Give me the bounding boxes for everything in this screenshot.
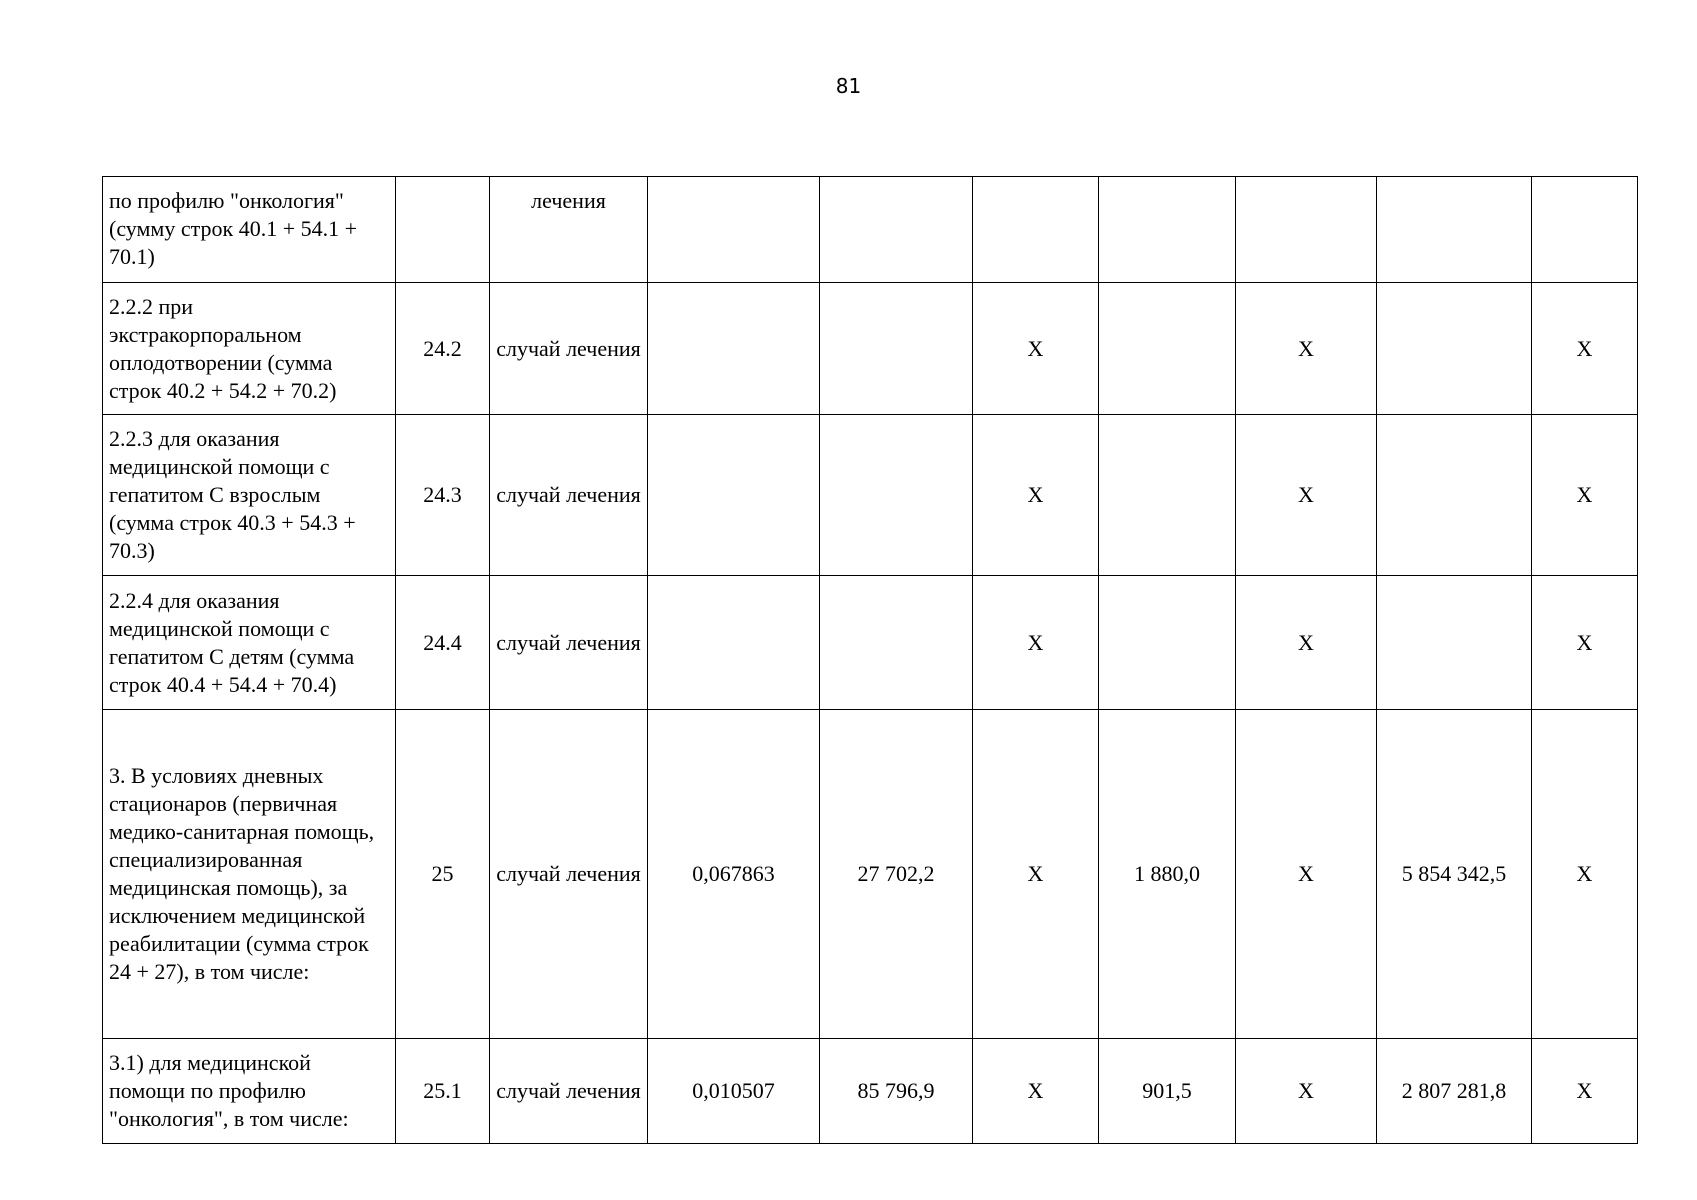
row-col7-cell	[1099, 283, 1236, 415]
row-col6-cell: X	[973, 710, 1099, 1039]
row-col10-cell: X	[1532, 415, 1638, 576]
row-col6-cell: X	[973, 1039, 1099, 1144]
table-row	[103, 283, 1638, 415]
row-code-cell: 24.3	[396, 415, 490, 576]
row-code-cell: 24.2	[396, 283, 490, 415]
row-col8-cell: X	[1236, 576, 1377, 710]
row-col10-cell	[1532, 177, 1638, 283]
row-name-cell: 2.2.4 для оказания медицинской помощи с гепатитом С детям (сумма строк 40.4 + 54.4 + 70.4)	[103, 576, 396, 710]
row-col9-cell: 2 807 281,8	[1377, 1039, 1532, 1144]
table-row	[103, 576, 1638, 710]
row-col8-cell: X	[1236, 415, 1377, 576]
row-normative-cell	[648, 177, 820, 283]
row-unit-cell: случай лечения	[490, 283, 648, 415]
row-normative-cell	[648, 283, 820, 415]
row-name-cell: 3. В условиях дневных стационаров (первичная медико-санитарная помощь, специализированная медицинская помощь), за исключением медицинской реабилитации (сумма строк 24 + 27), в том числе:	[103, 710, 396, 1039]
row-unit-cell: случай лечения	[490, 415, 648, 576]
row-cost-cell: 27 702,2	[820, 710, 973, 1039]
data-table	[102, 176, 1638, 1144]
row-col8-cell: X	[1236, 1039, 1377, 1144]
row-col6-cell: X	[973, 283, 1099, 415]
row-cost-cell	[820, 576, 973, 710]
row-col10-cell: X	[1532, 576, 1638, 710]
row-col8-cell	[1236, 177, 1377, 283]
row-col6-cell: X	[973, 576, 1099, 710]
row-col6-cell: X	[973, 415, 1099, 576]
row-col10-cell: X	[1532, 710, 1638, 1039]
row-col7-cell	[1099, 576, 1236, 710]
table-row	[103, 177, 1638, 283]
row-name-cell: по профилю "онкология" (сумму строк 40.1 + 54.1 + 70.1)	[103, 177, 396, 283]
row-name-cell: 3.1) для медицинской помощи по профилю "онкология", в том числе:	[103, 1039, 396, 1144]
row-col6-cell	[973, 177, 1099, 283]
row-col7-cell: 1 880,0	[1099, 710, 1236, 1039]
row-unit-cell: случай лечения	[490, 1039, 648, 1144]
row-unit-cell: лечения	[490, 177, 648, 283]
table-row	[103, 415, 1638, 576]
row-code-cell: 25.1	[396, 1039, 490, 1144]
row-code-cell: 25	[396, 710, 490, 1039]
row-col9-cell	[1377, 576, 1532, 710]
row-unit-cell: случай лечения	[490, 710, 648, 1039]
row-normative-cell: 0,067863	[648, 710, 820, 1039]
row-unit-cell: случай лечения	[490, 576, 648, 710]
table-row	[103, 710, 1638, 1039]
row-cost-cell	[820, 177, 973, 283]
row-col9-cell: 5 854 342,5	[1377, 710, 1532, 1039]
row-col10-cell: X	[1532, 1039, 1638, 1144]
row-cost-cell	[820, 283, 973, 415]
table-row	[103, 1039, 1638, 1144]
row-normative-cell: 0,010507	[648, 1039, 820, 1144]
row-name-cell: 2.2.2 при экстракорпоральном оплодотворении (сумма строк 40.2 + 54.2 + 70.2)	[103, 283, 396, 415]
row-col7-cell	[1099, 415, 1236, 576]
row-col9-cell	[1377, 283, 1532, 415]
row-cost-cell	[820, 415, 973, 576]
row-col7-cell	[1099, 177, 1236, 283]
row-col8-cell: X	[1236, 283, 1377, 415]
row-cost-cell: 85 796,9	[820, 1039, 973, 1144]
row-code-cell: 24.4	[396, 576, 490, 710]
row-code-cell	[396, 177, 490, 283]
row-col7-cell: 901,5	[1099, 1039, 1236, 1144]
page-number: 81	[835, 74, 862, 98]
row-col10-cell: X	[1532, 283, 1638, 415]
row-col8-cell: X	[1236, 710, 1377, 1039]
row-normative-cell	[648, 415, 820, 576]
row-name-cell: 2.2.3 для оказания медицинской помощи с гепатитом С взрослым (сумма строк 40.3 + 54.3 + 70.3)	[103, 415, 396, 576]
row-normative-cell	[648, 576, 820, 710]
row-col9-cell	[1377, 415, 1532, 576]
row-col9-cell	[1377, 177, 1532, 283]
